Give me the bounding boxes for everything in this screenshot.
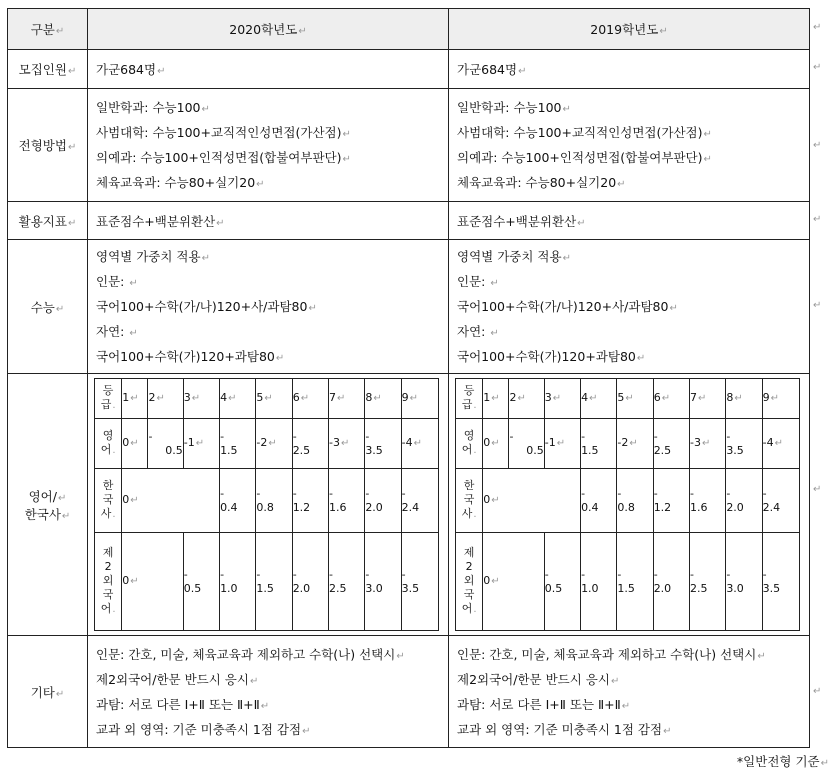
history-label: 한 국 사. bbox=[95, 469, 122, 533]
history-row bbox=[95, 469, 439, 533]
history-7: - 1.6 bbox=[329, 469, 365, 533]
foreign-3: - 0.5 bbox=[183, 533, 219, 631]
history-5: - 0.8 bbox=[256, 469, 292, 533]
recruit-2020: 가군684명↵ bbox=[88, 50, 449, 89]
grade-6: 6↵ bbox=[292, 379, 328, 419]
grade-4: 4↵ bbox=[581, 379, 617, 419]
english-7: -3↵ bbox=[329, 419, 365, 469]
english-9: -4↵ bbox=[762, 419, 799, 469]
grade-9: 9↵ bbox=[401, 379, 438, 419]
history-5: - 0.8 bbox=[617, 469, 653, 533]
english-5: -2↵ bbox=[617, 419, 653, 469]
english-6: - 2.5 bbox=[653, 419, 689, 469]
grade-8: 8↵ bbox=[365, 379, 401, 419]
grade-7: 7↵ bbox=[690, 379, 726, 419]
suneung-row bbox=[8, 240, 810, 374]
foreign-8: - 3.0 bbox=[726, 533, 762, 631]
history-8: - 2.0 bbox=[365, 469, 401, 533]
english-3: -1↵ bbox=[544, 419, 580, 469]
english-history-row bbox=[8, 374, 810, 636]
foreign-9: - 3.5 bbox=[762, 533, 799, 631]
grade-header-row bbox=[456, 379, 800, 419]
method-row bbox=[8, 89, 810, 202]
history-9: - 2.4 bbox=[401, 469, 438, 533]
method-2019: 일반학과: 수능100↵ 사범대학: 수능100+교직적인성면접(가산점)↵ 의예과: 수능100+인적성면접(합불여부판단)↵ 체육교육과: 수능80+실기20↵ bbox=[449, 89, 810, 202]
english-4: - 1.5 bbox=[581, 419, 617, 469]
recruit-row bbox=[8, 50, 810, 89]
grade-8: 8↵ bbox=[726, 379, 762, 419]
grade-table-2020 bbox=[94, 378, 439, 631]
row-end-mark: ↵ bbox=[813, 62, 822, 73]
header-category: 구분↵ bbox=[8, 9, 88, 50]
header-2020: 2020학년도↵ bbox=[88, 9, 449, 50]
grade-4: 4↵ bbox=[220, 379, 256, 419]
history-6: - 1.2 bbox=[292, 469, 328, 533]
grade-1: 1↵ bbox=[483, 379, 509, 419]
english-2: - 0.5 bbox=[509, 419, 544, 469]
suneung-2019: 영역별 가중치 적용↵ 인문: ↵ 국어100+수학(가/나)120+사/과탐80↵ 자연: ↵ 국어100+수학(가)120+과탐80↵ bbox=[449, 240, 810, 374]
etc-2020: 인문: 간호, 미술, 체육교육과 제외하고 수학(나) 선택시↵ 제2외국어/한문 반드시 응시↵ 과탐: 서로 다른 Ⅰ+Ⅱ 또는 Ⅱ+Ⅱ↵ 교과 외 영역: 기준 미충족시 1점 감점↵ bbox=[88, 636, 449, 748]
english-8: - 3.5 bbox=[365, 419, 401, 469]
foreign-1-2: 0↵ bbox=[122, 533, 184, 631]
foreign-row bbox=[95, 533, 439, 631]
grade-3: 3↵ bbox=[544, 379, 580, 419]
english-label: 영 어. bbox=[95, 419, 122, 469]
grade-5: 5↵ bbox=[617, 379, 653, 419]
english-7: -3↵ bbox=[690, 419, 726, 469]
history-4: - 0.4 bbox=[581, 469, 617, 533]
grade-header-label: 등 급. bbox=[456, 379, 483, 419]
foreign-3: - 0.5 bbox=[544, 533, 580, 631]
english-history-2019 bbox=[449, 374, 810, 636]
recruit-label: 모집인원↵ bbox=[8, 50, 88, 89]
english-history-label: 영어/↵ 한국사↵ bbox=[8, 374, 88, 636]
english-row bbox=[95, 419, 439, 469]
foreign-label: 제 2 외 국 어. bbox=[95, 533, 122, 631]
method-label: 전형방법↵ bbox=[8, 89, 88, 202]
english-9: -4↵ bbox=[401, 419, 438, 469]
foreign-4: - 1.0 bbox=[581, 533, 617, 631]
row-end-mark: ↵ bbox=[813, 214, 822, 225]
foreign-6: - 2.0 bbox=[292, 533, 328, 631]
row-end-mark: ↵ bbox=[813, 140, 822, 151]
grade-header-label: 등 급. bbox=[95, 379, 122, 419]
row-end-mark: ↵ bbox=[813, 300, 822, 311]
english-2: - 0.5 bbox=[148, 419, 183, 469]
english-1: 0↵ bbox=[483, 419, 509, 469]
index-label: 활용지표↵ bbox=[8, 202, 88, 240]
header-row bbox=[8, 9, 810, 50]
foreign-1-2: 0↵ bbox=[483, 533, 545, 631]
english-6: - 2.5 bbox=[292, 419, 328, 469]
english-row bbox=[456, 419, 800, 469]
english-3: -1↵ bbox=[183, 419, 219, 469]
index-2019: 표준점수+백분위환산↵ bbox=[449, 202, 810, 240]
index-2020: 표준점수+백분위환산↵ bbox=[88, 202, 449, 240]
grade-table-2019 bbox=[455, 378, 800, 631]
etc-row bbox=[8, 636, 810, 748]
grade-header-row bbox=[95, 379, 439, 419]
english-8: - 3.5 bbox=[726, 419, 762, 469]
row-end-mark: ↵ bbox=[813, 22, 822, 33]
grade-1: 1↵ bbox=[122, 379, 148, 419]
grade-6: 6↵ bbox=[653, 379, 689, 419]
footnote: *일반전형 기준↵ bbox=[736, 754, 829, 769]
etc-2019: 인문: 간호, 미술, 체육교육과 제외하고 수학(나) 선택시↵ 제2외국어/한문 반드시 응시↵ 과탐: 서로 다른 Ⅰ+Ⅱ 또는 Ⅱ+Ⅱ↵ 교과 외 영역: 기준 미충족시 1점 감점↵ bbox=[449, 636, 810, 748]
foreign-7: - 2.5 bbox=[690, 533, 726, 631]
etc-label: 기타↵ bbox=[8, 636, 88, 748]
header-2019: 2019학년도↵ bbox=[449, 9, 810, 50]
row-end-mark: ↵ bbox=[813, 686, 822, 697]
grade-5: 5↵ bbox=[256, 379, 292, 419]
english-1: 0↵ bbox=[122, 419, 148, 469]
foreign-label: 제 2 외 국 어. bbox=[456, 533, 483, 631]
english-5: -2↵ bbox=[256, 419, 292, 469]
grade-9: 9↵ bbox=[762, 379, 799, 419]
history-9: - 2.4 bbox=[762, 469, 799, 533]
foreign-9: - 3.5 bbox=[401, 533, 438, 631]
english-label: 영 어. bbox=[456, 419, 483, 469]
foreign-5: - 1.5 bbox=[256, 533, 292, 631]
grade-2: 2↵ bbox=[148, 379, 183, 419]
grade-2: 2↵ bbox=[509, 379, 544, 419]
foreign-row bbox=[456, 533, 800, 631]
foreign-5: - 1.5 bbox=[617, 533, 653, 631]
foreign-6: - 2.0 bbox=[653, 533, 689, 631]
history-4: - 0.4 bbox=[220, 469, 256, 533]
history-1-3: 0↵ bbox=[483, 469, 581, 533]
english-history-2020 bbox=[88, 374, 449, 636]
english-4: - 1.5 bbox=[220, 419, 256, 469]
foreign-7: - 2.5 bbox=[329, 533, 365, 631]
suneung-2020: 영역별 가중치 적용↵ 인문: ↵ 국어100+수학(가/나)120+사/과탐80↵ 자연: ↵ 국어100+수학(가)120+과탐80↵ bbox=[88, 240, 449, 374]
history-1-3: 0↵ bbox=[122, 469, 220, 533]
grade-7: 7↵ bbox=[329, 379, 365, 419]
admission-comparison-table bbox=[7, 8, 810, 748]
history-row bbox=[456, 469, 800, 533]
history-8: - 2.0 bbox=[726, 469, 762, 533]
method-2020: 일반학과: 수능100↵ 사범대학: 수능100+교직적인성면접(가산점)↵ 의예과: 수능100+인적성면접(합불여부판단)↵ 체육교육과: 수능80+실기20↵ bbox=[88, 89, 449, 202]
suneung-label: 수능↵ bbox=[8, 240, 88, 374]
history-7: - 1.6 bbox=[690, 469, 726, 533]
history-6: - 1.2 bbox=[653, 469, 689, 533]
index-row bbox=[8, 202, 810, 240]
row-end-mark: ↵ bbox=[813, 484, 822, 495]
history-label: 한 국 사. bbox=[456, 469, 483, 533]
foreign-8: - 3.0 bbox=[365, 533, 401, 631]
grade-3: 3↵ bbox=[183, 379, 219, 419]
recruit-2019: 가군684명↵ bbox=[449, 50, 810, 89]
foreign-4: - 1.0 bbox=[220, 533, 256, 631]
